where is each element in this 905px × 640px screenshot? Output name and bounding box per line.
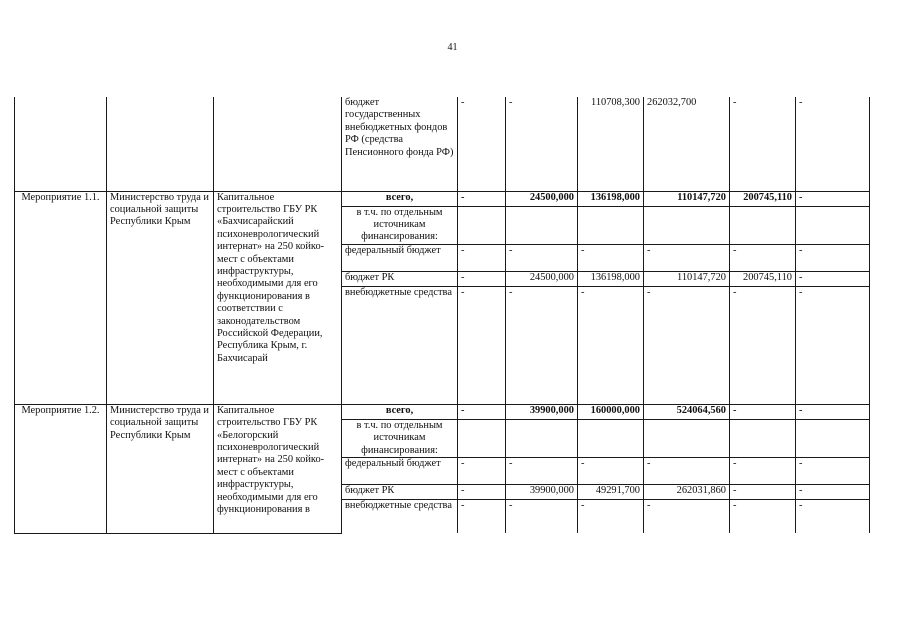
source-cell: всего, — [342, 191, 458, 206]
source-cell: федеральный бюджет — [342, 457, 458, 484]
source-cell: в т.ч. по отдельным источникам финансирования: — [342, 206, 458, 244]
value-cell — [796, 206, 870, 244]
value-cell — [578, 206, 644, 244]
source-cell: всего, — [342, 404, 458, 419]
value-cell: - — [458, 286, 506, 404]
value-cell: - — [730, 97, 796, 191]
value-cell: - — [458, 191, 506, 206]
value-cell: - — [796, 404, 870, 419]
description-cell: Капитальное строительство ГБУ РК «Белогорский психоневрологический интернат» на 250 койко-мест с объектами инфраструктуры, необходимыми для его функционирования в — [214, 404, 342, 533]
value-cell: - — [458, 499, 506, 533]
source-cell: бюджет государственных внебюджетных фондов РФ (средства Пенсионного фонда РФ) — [342, 97, 458, 191]
table-row — [15, 404, 870, 419]
value-cell: 262032,700 — [644, 97, 730, 191]
value-cell — [578, 419, 644, 457]
value-cell — [644, 419, 730, 457]
value-cell: 110708,300 — [578, 97, 644, 191]
value-cell: - — [730, 457, 796, 484]
value-cell: 200745,110 — [730, 191, 796, 206]
value-cell: - — [796, 457, 870, 484]
value-cell: - — [730, 484, 796, 499]
value-cell — [644, 206, 730, 244]
value-cell — [730, 206, 796, 244]
value-cell — [506, 419, 578, 457]
budget-table — [14, 97, 870, 534]
table-row — [15, 97, 870, 191]
value-cell: - — [644, 499, 730, 533]
value-cell: 24500,000 — [506, 191, 578, 206]
value-cell: - — [796, 286, 870, 404]
value-cell: 160000,000 — [578, 404, 644, 419]
source-cell: внебюджетные средства — [342, 499, 458, 533]
value-cell: - — [796, 244, 870, 271]
value-cell: - — [578, 499, 644, 533]
value-cell: - — [730, 244, 796, 271]
event-cell: Мероприятие 1.1. — [15, 191, 107, 404]
value-cell: - — [458, 97, 506, 191]
value-cell — [458, 419, 506, 457]
value-cell: - — [458, 244, 506, 271]
value-cell: - — [506, 286, 578, 404]
description-cell: Капитальное строительство ГБУ РК «Бахчисарайский психоневрологический интернат» на 250 койко-мест с объектами инфраструктуры, необходимыми для его функционирования в соответствии с законодательством Российской Федерации, Республика Крым, г. Бахчисарай — [214, 191, 342, 404]
value-cell: 49291,700 — [578, 484, 644, 499]
value-cell: - — [730, 404, 796, 419]
value-cell: - — [796, 97, 870, 191]
value-cell — [730, 419, 796, 457]
source-cell: в т.ч. по отдельным источникам финансирования: — [342, 419, 458, 457]
table-row — [15, 191, 870, 206]
value-cell: - — [506, 499, 578, 533]
value-cell: - — [578, 286, 644, 404]
value-cell: - — [458, 271, 506, 286]
value-cell: - — [458, 484, 506, 499]
value-cell: - — [506, 97, 578, 191]
value-cell: - — [796, 191, 870, 206]
value-cell — [796, 419, 870, 457]
value-cell: 24500,000 — [506, 271, 578, 286]
executor-cell — [107, 97, 214, 191]
value-cell: 110147,720 — [644, 191, 730, 206]
value-cell: - — [506, 244, 578, 271]
value-cell: - — [730, 499, 796, 533]
source-cell: федеральный бюджет — [342, 244, 458, 271]
value-cell: - — [796, 271, 870, 286]
value-cell: 262031,860 — [644, 484, 730, 499]
page-number: 41 — [447, 42, 458, 53]
value-cell: - — [796, 484, 870, 499]
event-cell: Мероприятие 1.2. — [15, 404, 107, 533]
value-cell: - — [644, 244, 730, 271]
source-cell: бюджет РК — [342, 271, 458, 286]
value-cell: - — [644, 286, 730, 404]
value-cell — [506, 206, 578, 244]
value-cell: - — [644, 457, 730, 484]
event-cell — [15, 97, 107, 191]
value-cell: - — [796, 499, 870, 533]
value-cell — [458, 206, 506, 244]
executor-cell: Министерство труда и социальной защиты Республики Крым — [107, 191, 214, 404]
executor-cell: Министерство труда и социальной защиты Республики Крым — [107, 404, 214, 533]
value-cell: - — [578, 244, 644, 271]
value-cell: - — [458, 457, 506, 484]
value-cell: 39900,000 — [506, 404, 578, 419]
description-cell — [214, 97, 342, 191]
value-cell: 136198,000 — [578, 271, 644, 286]
source-cell: бюджет РК — [342, 484, 458, 499]
value-cell: - — [730, 286, 796, 404]
value-cell: 200745,110 — [730, 271, 796, 286]
source-cell: внебюджетные средства — [342, 286, 458, 404]
value-cell: - — [506, 457, 578, 484]
value-cell: - — [458, 404, 506, 419]
value-cell: 524064,560 — [644, 404, 730, 419]
value-cell: 136198,000 — [578, 191, 644, 206]
value-cell: - — [578, 457, 644, 484]
value-cell: 110147,720 — [644, 271, 730, 286]
value-cell: 39900,000 — [506, 484, 578, 499]
